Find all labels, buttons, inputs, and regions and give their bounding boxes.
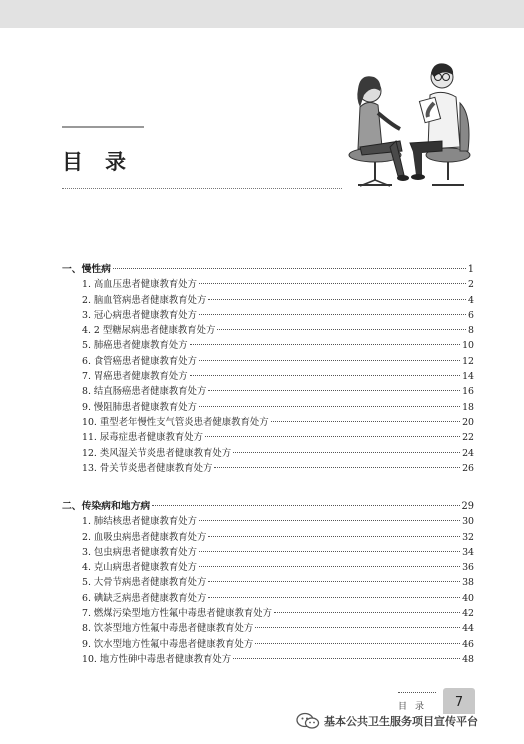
leader-dots (199, 566, 460, 567)
title-accent-line (62, 126, 144, 128)
toc-entry-title: 7. 胃癌患者健康教育处方 (82, 371, 188, 383)
leader-dots (214, 467, 460, 468)
toc-entry-title: 10. 重型老年慢性支气管炎患者健康教育处方 (82, 416, 269, 428)
toc-entry[interactable] (62, 591, 474, 606)
toc-entry[interactable] (62, 293, 474, 308)
toc-page-number: 18 (462, 401, 474, 413)
toc-page-number: 29 (461, 501, 474, 512)
leader-dots (205, 436, 460, 437)
toc-page-number: 38 (462, 577, 474, 589)
toc-entry[interactable] (62, 354, 474, 369)
page-title: 目录 (62, 150, 148, 174)
leader-dots (113, 268, 466, 269)
toc-entry[interactable] (62, 369, 474, 384)
toc-entry-title: 7. 燃煤污染型地方性氟中毒患者健康教育处方 (82, 608, 273, 620)
leader-dots (208, 597, 460, 598)
toc-entry[interactable] (62, 415, 474, 430)
toc-page-number: 12 (462, 355, 474, 367)
toc-entry[interactable] (62, 575, 474, 590)
leader-dots (255, 643, 460, 644)
toc-entry-title: 3. 包虫病患者健康教育处方 (82, 546, 198, 558)
toc-page-number: 26 (462, 462, 474, 474)
toc-page-number: 10 (462, 340, 474, 352)
toc-entry[interactable] (62, 461, 474, 476)
toc-entry-title: 1. 肺结核患者健康教育处方 (82, 516, 198, 528)
leader-dots (199, 314, 466, 315)
toc-section-infectious-endemic (62, 499, 474, 667)
toc-entry-title: 8. 饮茶型地方性氟中毒患者健康教育处方 (82, 623, 254, 635)
leader-dots (233, 658, 460, 659)
toc-entry-title: 6. 碘缺乏病患者健康教育处方 (82, 592, 207, 604)
leader-dots (190, 344, 460, 345)
leader-dots (199, 406, 460, 407)
toc-entry-title: 13. 骨关节炎患者健康教育处方 (82, 462, 213, 474)
toc-page-number: 22 (462, 432, 474, 444)
toc-entry[interactable] (62, 652, 474, 667)
toc-entry[interactable] (62, 384, 474, 399)
leader-dots (217, 329, 466, 330)
leader-dots (152, 505, 459, 506)
toc-entry-title: 6. 食管癌患者健康教育处方 (82, 355, 198, 367)
toc-entry[interactable] (62, 400, 474, 415)
leader-dots (271, 421, 460, 422)
toc-entry-title: 3. 冠心病患者健康教育处方 (82, 309, 198, 321)
toc-page-number: 42 (462, 608, 474, 620)
watermark (296, 712, 478, 730)
leader-dots (274, 612, 460, 613)
toc-section-heading[interactable] (62, 499, 474, 514)
toc-entry-title: 二、传染病和地方病 (62, 501, 151, 512)
toc-page-number: 34 (462, 546, 474, 558)
toc-entry-title: 5. 大骨节病患者健康教育处方 (82, 577, 207, 589)
toc-entry-title: 11. 尿毒症患者健康教育处方 (82, 432, 204, 444)
toc-entry-title: 5. 肺癌患者健康教育处方 (82, 340, 188, 352)
toc-entry-title: 8. 结直肠癌患者健康教育处方 (82, 386, 207, 398)
toc-entry[interactable] (62, 338, 474, 353)
doctor-patient-illustration (330, 55, 480, 195)
wechat-icon (296, 712, 320, 730)
toc-page-number: 36 (462, 562, 474, 574)
toc-page-number: 14 (462, 371, 474, 383)
toc-entry-title: 4. 2 型糖尿病患者健康教育处方 (82, 325, 216, 337)
leader-dots (199, 551, 460, 552)
toc-entry-title: 2. 脑血管病患者健康教育处方 (82, 294, 207, 306)
toc-entry[interactable] (62, 621, 474, 636)
toc-page-number: 20 (462, 416, 474, 428)
toc-page-number: 6 (468, 309, 474, 321)
toc-page-number: 8 (468, 325, 474, 337)
leader-dots (233, 452, 460, 453)
toc-page-number: 4 (468, 294, 474, 306)
toc-page-number: 44 (462, 623, 474, 635)
toc-page-number: 2 (468, 279, 474, 291)
toc-entry-title: 9. 饮水型地方性氟中毒患者健康教育处方 (82, 638, 254, 650)
toc-page-number: 48 (462, 653, 474, 665)
footer-dotted-rule (398, 692, 436, 693)
toc-page-number: 24 (462, 447, 474, 459)
toc-entry[interactable] (62, 545, 474, 560)
leader-dots (199, 360, 460, 361)
toc-entry[interactable] (62, 514, 474, 529)
toc-entry[interactable] (62, 530, 474, 545)
toc-entry[interactable] (62, 560, 474, 575)
toc-page-number: 40 (462, 592, 474, 604)
toc-page-number: 1 (467, 264, 474, 275)
toc-entry[interactable] (62, 637, 474, 652)
footer-section-label: 目录 (398, 702, 433, 712)
leader-dots (208, 581, 460, 582)
toc-page-number: 30 (462, 516, 474, 528)
toc-entry-title: 4. 克山病患者健康教育处方 (82, 562, 198, 574)
toc-entry[interactable] (62, 308, 474, 323)
toc-entry-title: 9. 慢阻肺患者健康教育处方 (82, 401, 198, 413)
top-header-band (0, 0, 524, 28)
toc-entry[interactable] (62, 323, 474, 338)
toc-entry[interactable] (62, 446, 474, 461)
toc-page-number: 46 (462, 638, 474, 650)
toc-entry-title: 2. 血吸虫病患者健康教育处方 (82, 531, 207, 543)
leader-dots (208, 299, 466, 300)
leader-dots (208, 536, 460, 537)
leader-dots (199, 283, 466, 284)
toc-entry-title: 12. 类风湿关节炎患者健康教育处方 (82, 447, 232, 459)
toc-entry-title: 1. 高血压患者健康教育处方 (82, 279, 198, 291)
leader-dots (190, 375, 460, 376)
toc-section-chronic-disease (62, 262, 474, 476)
toc-entry[interactable] (62, 277, 474, 292)
title-dotted-rule (62, 188, 342, 189)
toc-entry[interactable] (62, 606, 474, 621)
leader-dots (208, 390, 460, 391)
toc-entry-title: 一、慢性病 (62, 264, 111, 275)
leader-dots (199, 520, 460, 521)
toc-entry-title: 10. 地方性砷中毒患者健康教育处方 (82, 653, 232, 665)
toc-entry[interactable] (62, 430, 474, 445)
toc-page-number: 16 (462, 386, 474, 398)
toc-section-heading[interactable] (62, 262, 474, 277)
watermark-text: 基本公共卫生服务项目宣传平台 (324, 715, 478, 728)
toc-page-number: 32 (462, 531, 474, 543)
leader-dots (255, 627, 460, 628)
page-number: 7 (443, 688, 475, 714)
